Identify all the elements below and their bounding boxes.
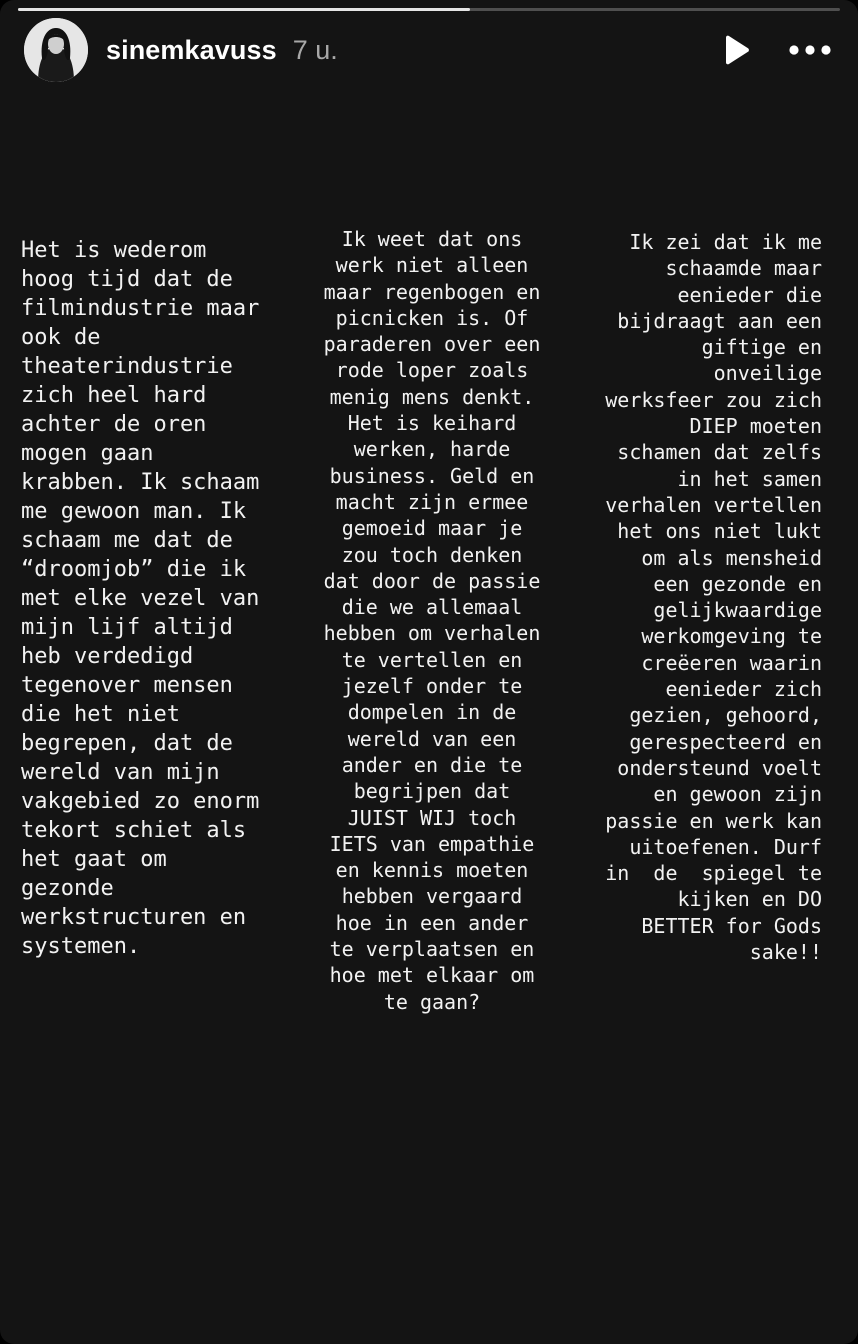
play-icon xyxy=(722,35,750,65)
story-text-left-column: Het is wederom hoog tijd dat de filmindustrie maar ook de theaterindustrie zich heel hard achter de oren mogen gaan krabben. Ik schaam me gewoon man. Ik schaam me dat de “droomjob” die ik met elke vezel van mijn lijf altijd heb verdedigd tegenover mensen die het niet begrepen, dat de wereld van mijn vakgebied zo enorm tekort schiet als het gaat om gezonde werkstructuren en systemen. xyxy=(21,238,260,959)
story-progress-fill xyxy=(18,8,470,11)
story-text-right-column: Ik zei dat ik me schaamde maar eenieder die bijdraagt aan een giftige en onveilige werksfeer zou zich DIEP moeten schamen dat zelfs in het samen verhalen vertellen het ons niet lukt om als mensheid een gezonde en gelijkwaardige werkomgeving te creëeren waarin eenieder zich gezien, gehoord, gerespecteerd en ondersteund voelt en gewoon zijn passie en werk kan uitoefenen. Durf in de spiegel te kijken en DO BETTER for Gods sake!! xyxy=(605,230,822,965)
username[interactable]: sinemkavuss xyxy=(106,34,277,65)
more-options-button[interactable] xyxy=(786,28,834,72)
avatar-photo-icon xyxy=(24,18,88,82)
play-button[interactable] xyxy=(716,28,756,72)
story-progress-bar xyxy=(18,8,840,11)
avatar[interactable] xyxy=(24,18,88,82)
story-text-middle-column: Ik weet dat ons werk niet alleen maar regenbogen en picnicken is. Of paraderen over een rode loper zoals menig mens denkt. Het is keihard werken, harde business. Geld en macht zijn ermee gemoeid maar je zou toch denken dat door de passie die we allemaal hebben om verhalen te vertellen en jezelf onder te dompelen in de wereld van een ander en die te begrijpen dat JUIST WIJ toch IETS van empathie en kennis moeten hebben vergaard hoe in een ander te verplaatsen en hoe met elkaar om te gaan? xyxy=(323,227,541,1014)
more-horizontal-icon xyxy=(789,45,831,55)
post-time: 7 u. xyxy=(292,34,338,65)
story-header xyxy=(24,16,834,84)
